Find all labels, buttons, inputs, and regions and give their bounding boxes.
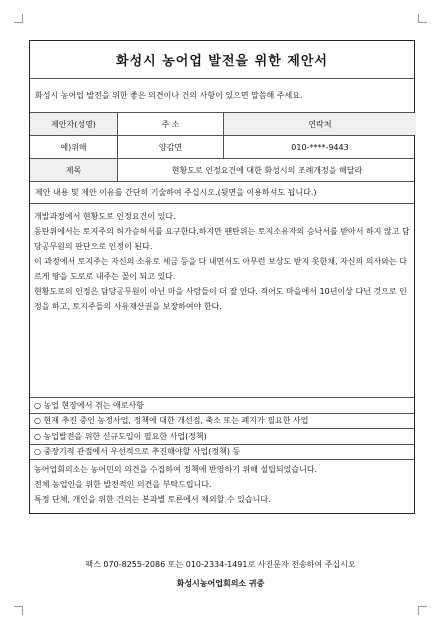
- guide-item-text: ○ 농업발전을 위한 신규도입이 필요한 사업(정책): [34, 431, 207, 441]
- proposal-body[interactable]: [30, 204, 414, 398]
- intro-row: [30, 79, 414, 113]
- org-value[interactable]: 양감면: [118, 136, 224, 158]
- body-paragraph: 현황도로의 인정은 담당공무원이 아닌 마을 사람들이 더 잘 안다. 적어도 마을에서 10년이상 다닌 것으로 인정을 하고, 토지주들의 사유재산권을 보장하여야 한다.: [34, 287, 407, 311]
- body-paragraph: 동탄위에서는 토지주의 허가승허서를 요구한다.하지만 팬탄위는 토지소유자의 승낙서를 받아서 하지 않고 담당공무원의 판단으로 인정이 된다.: [34, 227, 410, 251]
- proposer-label: 제안자(성명): [30, 113, 118, 135]
- form-title: 화성시 농어업 발전을 위한 제안서: [116, 54, 328, 69]
- intro-text: 화성시 농어업 발전을 위한 좋은 의견이나 건의 사항이 있으면 말씀해 주세요.: [35, 91, 303, 100]
- org-row: [30, 136, 414, 159]
- notes-block: [30, 460, 414, 513]
- proposer-row: [30, 113, 414, 136]
- note-line: 농어업회의소는 농어민의 의견을 수집하여 정책에 반영하기 위해 설립되었습니다.: [34, 465, 318, 474]
- page-corner-mark: [14, 14, 23, 23]
- recipient-org: 화성시농어업회의소 귀중: [176, 579, 265, 588]
- subject-value[interactable]: 현황도로 인정요건에 대한 화성시의 조례개정을 해달라: [171, 165, 363, 175]
- proposer-value[interactable]: 주 소: [118, 113, 224, 135]
- guide-item-text: ○ 농업 현장에서 겪는 애로사항: [34, 400, 144, 410]
- proposal-form: [29, 40, 415, 514]
- fax-instruction: 팩스 070-8255-2086 또는 010-2334-1491로 사진문자 전송하여 주십시오: [85, 560, 356, 569]
- guide-item: [30, 445, 414, 461]
- guide-item: [30, 398, 414, 414]
- contact-label: 연락처: [224, 113, 416, 135]
- page-corner-mark: [418, 14, 427, 23]
- body-paragraph: 이 과정에서 토지주는 자신의 소유로 세금 등을 다 내면서도 아무런 보상도 받지 못한채, 자신의 의사와는 다르게 땅을 도로로 내주는 꼴이 되고 있다.: [34, 257, 407, 281]
- page-corner-mark: [418, 606, 427, 615]
- note-line: 전체 농업인을 위한 발전적인 의견을 부탁드립니다.: [34, 480, 212, 489]
- guide-item-text: ○ 현재 추진 중인 농정사업, 정책에 대한 개선점, 축소 또는 폐지가 필요한 사업: [34, 416, 309, 426]
- org-label: 예)위해: [30, 136, 118, 158]
- subject-label: 제목: [30, 159, 118, 181]
- title-row: [30, 41, 414, 79]
- instruction-row: [30, 182, 414, 204]
- instruction-text: 제안 내용 및 제안 이유를 간단히 기술하여 주십시오.(뒷면을 이용하셔도 됩니다.): [35, 188, 317, 197]
- phone-value[interactable]: 010-****-9443: [291, 142, 349, 152]
- guide-item: [30, 429, 414, 445]
- note-line: 특정 단체, 개인을 위한 건의는 본과별 토론에서 제외할 수 있습니다.: [34, 495, 271, 504]
- guide-item-text: ○ 중장기적 관점에서 우선적으로 추진해야할 사업(정책) 등: [34, 447, 241, 457]
- subject-row: [30, 159, 414, 182]
- guide-item: [30, 414, 414, 430]
- page-corner-mark: [14, 606, 23, 615]
- body-paragraph: 개발과정에서 현황도로 인정요건이 있다.: [34, 212, 176, 221]
